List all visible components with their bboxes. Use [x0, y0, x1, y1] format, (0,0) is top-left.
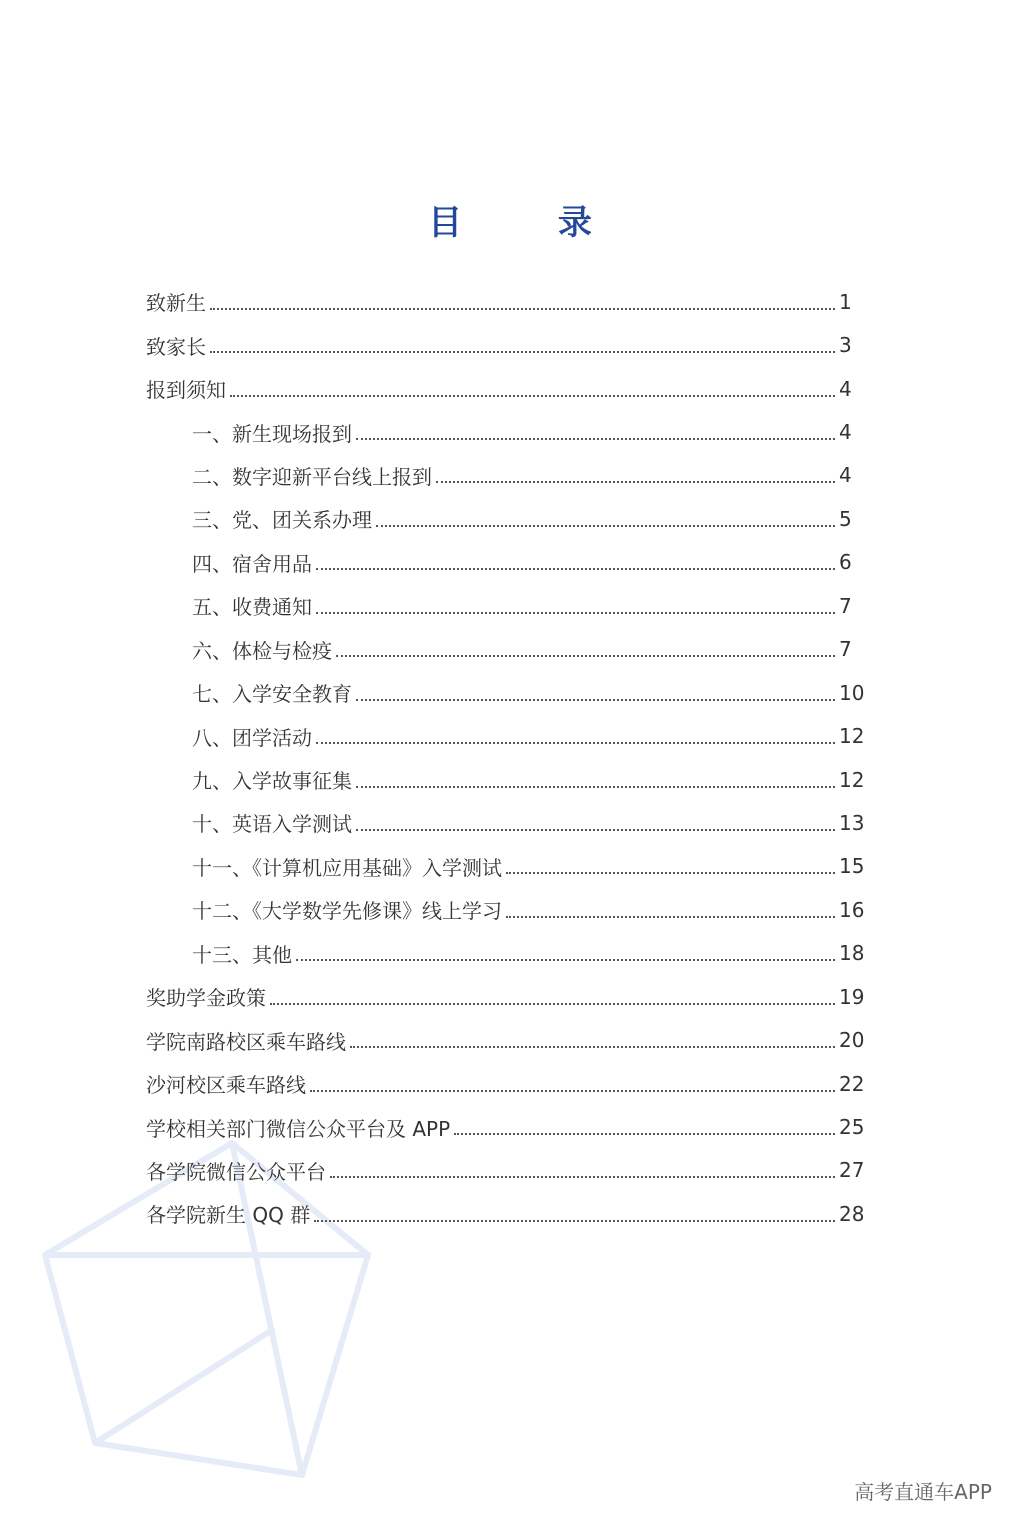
toc-dot-leader [310, 1090, 835, 1092]
toc-entry-label: 沙河校区乘车路线 [146, 1073, 306, 1098]
toc-dot-leader [316, 742, 835, 744]
toc-entry-label: 奖助学金政策 [146, 986, 266, 1011]
toc-page-number: 4 [839, 376, 852, 401]
toc-page-number: 7 [839, 637, 852, 662]
toc-page-number: 5 [839, 506, 852, 531]
toc-dot-leader [210, 308, 835, 310]
toc-page-number: 6 [839, 550, 852, 575]
toc-entry[interactable] [146, 888, 869, 931]
toc-page-number: 12 [839, 724, 865, 749]
toc-entry[interactable] [146, 671, 869, 714]
toc-entry[interactable] [146, 628, 869, 671]
toc-entry[interactable] [146, 975, 869, 1018]
toc-entry[interactable] [146, 497, 869, 540]
toc-entry-label: 学院南路校区乘车路线 [146, 1029, 346, 1054]
toc-entry[interactable] [146, 541, 869, 584]
toc-dot-leader [454, 1133, 835, 1135]
toc-dot-leader [506, 916, 835, 918]
toc-page-number: 28 [839, 1201, 865, 1226]
toc-entry[interactable] [146, 367, 869, 410]
toc-entry-label: 七、入学安全教育 [192, 682, 352, 707]
toc-dot-leader [230, 395, 835, 397]
toc-dot-leader [356, 829, 835, 831]
watermark-text: 高考直通车APP [854, 1480, 992, 1504]
toc-entry-label: 十一、《计算机应用基础》入学测试 [192, 855, 502, 880]
toc-entry-label: 五、收费通知 [192, 595, 312, 620]
toc-entry[interactable] [146, 280, 869, 323]
toc-dot-leader [316, 612, 835, 614]
toc-entry-label: 三、党、团关系办理 [192, 508, 372, 533]
toc-entry[interactable] [146, 323, 869, 366]
toc-page-number: 15 [839, 854, 865, 879]
toc-entry[interactable] [146, 801, 869, 844]
toc-dot-leader [336, 655, 835, 657]
toc-entry-label: 十、英语入学测试 [192, 812, 352, 837]
toc-entry-label: 六、体检与检疫 [192, 638, 332, 663]
toc-entry-label: 各学院微信公众平台 [146, 1159, 326, 1184]
toc-page-number: 13 [839, 810, 865, 835]
toc-entry-label: 各学院新生 QQ 群 [146, 1203, 311, 1228]
toc-page-number: 18 [839, 941, 865, 966]
toc-entry[interactable] [146, 758, 869, 801]
toc-dot-leader [436, 481, 835, 483]
toc-page-number: 19 [839, 984, 865, 1009]
toc-page-number: 12 [839, 767, 865, 792]
toc-dot-leader [314, 1220, 835, 1222]
toc-dot-leader [506, 872, 835, 874]
toc-entry-label: 十二、《大学数学先修课》线上学习 [192, 899, 502, 924]
toc-entry-label: 二、数字迎新平台线上报到 [192, 464, 432, 489]
toc-entry[interactable] [146, 1105, 869, 1148]
table-of-contents [146, 280, 869, 1236]
toc-dot-leader [270, 1003, 835, 1005]
toc-page-number: 27 [839, 1158, 865, 1183]
toc-entry-label: 四、宿舍用品 [192, 551, 312, 576]
toc-page-number: 4 [839, 420, 852, 445]
toc-entry-label: 一、新生现场报到 [192, 421, 352, 446]
toc-entry-label: 致家长 [146, 334, 206, 359]
toc-dot-leader [356, 786, 835, 788]
toc-entry[interactable] [146, 1018, 869, 1061]
toc-entry[interactable] [146, 932, 869, 975]
page-title: 目 录 [428, 202, 634, 243]
toc-entry-label: 致新生 [146, 291, 206, 316]
toc-entry-label: 十三、其他 [192, 942, 292, 967]
toc-page-number: 16 [839, 897, 865, 922]
toc-dot-leader [350, 1046, 835, 1048]
toc-page-number: 22 [839, 1071, 865, 1096]
toc-page-number: 20 [839, 1028, 865, 1053]
toc-entry-label: 八、团学活动 [192, 725, 312, 750]
toc-entry[interactable] [146, 584, 869, 627]
toc-entry[interactable] [146, 454, 869, 497]
toc-page-number: 4 [839, 463, 852, 488]
toc-page-number: 25 [839, 1115, 865, 1140]
toc-dot-leader [356, 438, 835, 440]
toc-entry-label: 九、入学故事征集 [192, 769, 352, 794]
toc-dot-leader [356, 699, 835, 701]
toc-entry[interactable] [146, 714, 869, 757]
toc-entry-label: 报到须知 [146, 378, 226, 403]
toc-dot-leader [210, 351, 835, 353]
toc-dot-leader [296, 959, 835, 961]
toc-entry[interactable] [146, 1192, 869, 1235]
toc-dot-leader [376, 525, 835, 527]
toc-entry[interactable] [146, 845, 869, 888]
toc-dot-leader [330, 1176, 835, 1178]
toc-page-number: 10 [839, 680, 865, 705]
toc-page-number: 7 [839, 593, 852, 618]
toc-entry-label: 学校相关部门微信公众平台及 APP [146, 1116, 451, 1141]
toc-dot-leader [316, 568, 835, 570]
toc-entry[interactable] [146, 1149, 869, 1192]
toc-entry[interactable] [146, 410, 869, 453]
toc-page-number: 3 [839, 333, 852, 358]
toc-page-number: 1 [839, 289, 852, 314]
toc-entry[interactable] [146, 1062, 869, 1105]
